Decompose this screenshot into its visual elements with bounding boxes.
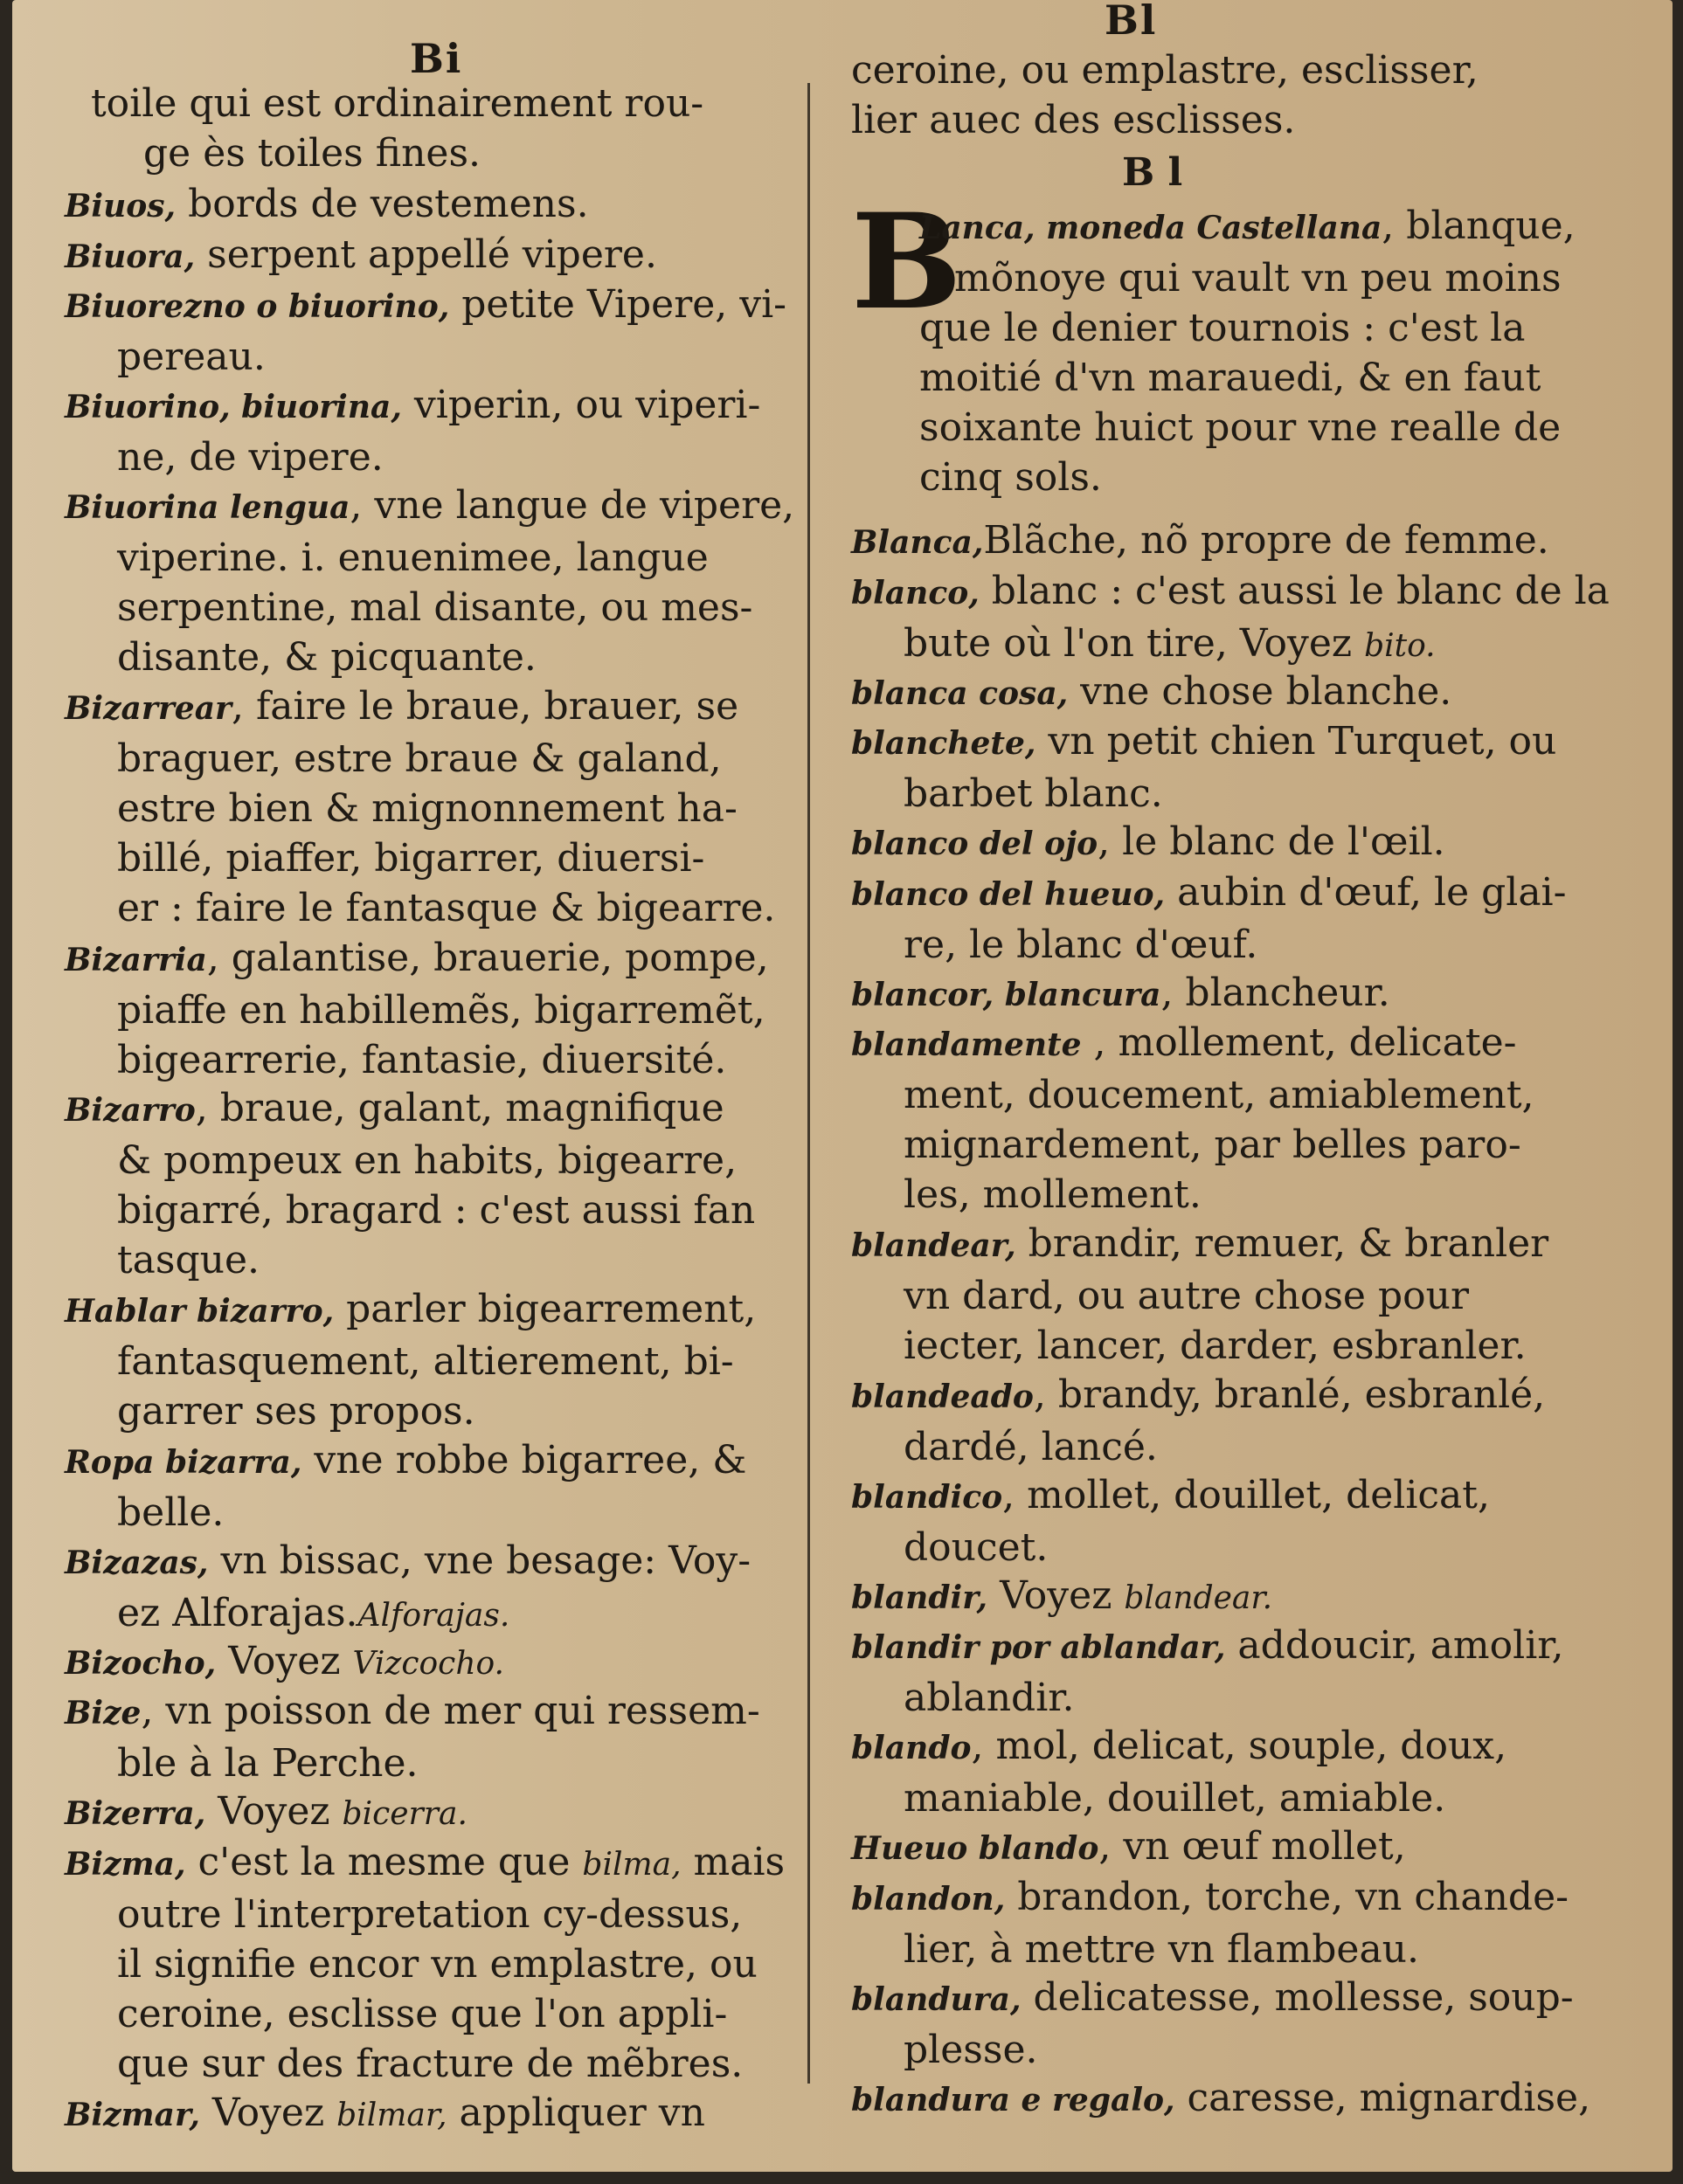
entry-continuation: il signifie encor vn emplastre, ou — [117, 1941, 758, 1987]
entry-text: Voyez — [216, 1638, 353, 1683]
entry-headword: blandir, — [851, 1579, 988, 1616]
entry-reference: Alforajas. — [357, 1597, 510, 1634]
entry-continuation: outre l'interpretation cy-dessus, — [117, 1891, 743, 1937]
entry-text: , mol, delicat, souple, doux, — [971, 1724, 1507, 1768]
entry-continuation: que sur des fracture de mẽbres. — [117, 2041, 744, 2086]
entry-continuation: ge ès toiles fines. — [143, 131, 481, 176]
entry-continuation: garrer ses propos. — [117, 1389, 475, 1434]
dictionary-entry — [65, 933, 790, 1085]
blanca-line: que le denier tournois : c'est la — [919, 306, 1526, 350]
section-subheader: B l — [1122, 150, 1183, 195]
entry-text: , faire le braue, brauer, se — [232, 684, 739, 729]
entry-text: , vn poisson de mer qui ressem- — [141, 1689, 760, 1733]
entry-headword: blanchete, — [851, 725, 1036, 762]
entry-headword: blanco, — [851, 574, 980, 612]
entry-continuation: plesse. — [904, 2027, 1038, 2072]
entry-continuation: ble à la Perche. — [117, 1741, 419, 1786]
entry-continuation: mignardement, par belles paro- — [904, 1123, 1521, 1167]
entry-reference: bicerra. — [342, 1796, 468, 1832]
entry-headword: blanca cosa, — [851, 674, 1069, 712]
blanca-line: cinq sols. — [919, 455, 1102, 500]
entry-text: caresse, mignardise, — [1174, 2075, 1591, 2120]
dictionary-entry — [851, 1470, 1620, 1572]
dictionary-entry — [851, 867, 1620, 970]
entry-headword: Biuorina lengua — [65, 489, 350, 526]
dictionary-entry — [851, 817, 1620, 869]
dictionary-entry — [65, 480, 795, 682]
entry-text: brandon, torche, vn chande- — [1005, 1874, 1569, 1919]
dictionary-entry — [65, 2088, 790, 2140]
dictionary-entry — [65, 179, 790, 232]
dictionary-entry — [65, 79, 790, 178]
entry-continuation: bigearrerie, fantasie, diuersité. — [117, 1037, 727, 1082]
left-running-header: Bi — [410, 35, 463, 82]
entry-text: Voyez — [199, 2091, 337, 2135]
entry-text: Voyez — [205, 1789, 343, 1834]
entry-continuation: braguer, estre braue & galand, — [117, 736, 722, 781]
entry-headword: Bizma, — [65, 1845, 186, 1883]
blanca-headword: Lanca, moneda Castellana — [919, 210, 1382, 246]
entry-continuation: fantasquement, altierement, bi- — [117, 1339, 734, 1384]
entry-headword: blandura, — [851, 1980, 1022, 2018]
entry-text: aubin d'œuf, le glai- — [1165, 869, 1567, 915]
entry-continuation: pereau. — [117, 335, 266, 379]
entry-continuation: lier, à mettre vn flambeau. — [904, 1926, 1420, 1972]
book-page — [12, 0, 1673, 2172]
entry-text: , mollet, douillet, delicat, — [1002, 1472, 1490, 1517]
dictionary-entry — [851, 1821, 1620, 1874]
right-top-line-2: lier auec des esclisses. — [851, 98, 1296, 142]
entry-headword: Bizocho, — [65, 1644, 217, 1682]
entry-continuation: disante, & picquante. — [117, 635, 537, 680]
entry-reference: bilma, — [582, 1846, 682, 1883]
entry-headword: Biuorezno o biuorino, — [65, 288, 450, 325]
entry-text: delicatesse, mollesse, soup- — [1021, 1974, 1574, 2020]
entry-text: , vne langue de vipere, — [350, 483, 795, 528]
entry-headword: blando — [851, 1730, 972, 1766]
entry-continuation: iecter, lancer, darder, esbranler. — [904, 1324, 1527, 1368]
entry-headword: Biuora, — [65, 238, 196, 275]
entry-text: brandir, remuer, & branler — [1015, 1221, 1549, 1266]
entry-headword: Bizerra, — [65, 1795, 206, 1832]
entry-text: , brandy, branlé, esbranlé, — [1033, 1372, 1546, 1417]
entry-headword: blandura e regalo, — [851, 2081, 1175, 2118]
dictionary-entry — [851, 515, 1620, 568]
entry-continuation: viperine. i. enuenimee, langue — [117, 536, 709, 580]
entry-continuation: bute où l'on tire, Voyez bito. — [904, 620, 1436, 666]
dictionary-entry — [851, 1018, 1620, 1220]
dictionary-entry — [65, 681, 790, 933]
entry-text: , galantise, brauerie, pompe, — [206, 935, 769, 980]
blanca-line: mõnoye qui vault vn peu moins — [954, 256, 1562, 301]
dictionary-entry — [851, 1571, 1620, 1623]
entry-text: , vn œuf mollet, — [1098, 1824, 1406, 1869]
entry-text: vne chose blanche. — [1068, 668, 1452, 714]
entry-continuation: & pompeux en habits, bigearre, — [117, 1138, 738, 1183]
dictionary-entry — [851, 968, 1620, 1020]
entry-headword: blandir por ablandar, — [851, 1629, 1226, 1666]
dictionary-entry — [851, 1721, 1620, 1823]
entry-text: serpent appellé vipere. — [195, 232, 657, 277]
right-top-line-1: ceroine, ou emplastre, esclisser, — [851, 48, 1479, 93]
entry-headword: Biuos, — [65, 188, 177, 225]
entry-text: appliquer vn — [447, 2091, 705, 2135]
entry-continuation: ment, doucement, amiablement, — [904, 1073, 1534, 1117]
entry-headword: Blanca, — [851, 524, 984, 561]
blanca-entry — [919, 201, 1576, 502]
entry-headword: Hueuo blando — [851, 1830, 1099, 1867]
dictionary-entry — [65, 1284, 790, 1436]
entry-continuation: billé, piaffer, bigarrer, diuersi- — [117, 836, 705, 881]
dictionary-entry — [851, 2073, 1620, 2125]
entry-headword: Bizarro — [65, 1092, 196, 1129]
entry-headword: Bizarrear — [65, 690, 232, 727]
entry-text: parler bigearrement, — [334, 1287, 757, 1331]
dictionary-entry — [65, 1083, 790, 1285]
entry-headword: Biuorino, biuorina, — [65, 389, 402, 425]
entry-headword: Bize — [65, 1695, 142, 1731]
entry-headword: Hablar bizarro, — [65, 1293, 335, 1330]
dictionary-entry — [851, 1219, 1620, 1371]
dictionary-entry — [65, 230, 790, 282]
dictionary-entry — [65, 1536, 790, 1641]
entry-reference: bilmar, — [336, 2098, 447, 2133]
blanca-line: soixante huict pour vne realle de — [919, 405, 1562, 450]
entry-headword: Ropa bizarra, — [65, 1443, 302, 1481]
entry-headword: Bizarria — [65, 941, 207, 978]
dictionary-entry — [851, 1872, 1620, 1974]
entry-text: addoucir, amolir, — [1225, 1623, 1564, 1668]
entry-continuation: maniable, douillet, amiable. — [904, 1776, 1446, 1821]
entry-headword: blandear, — [851, 1227, 1016, 1264]
entry-continuation: re, le blanc d'œuf. — [904, 922, 1258, 967]
dictionary-entry — [851, 716, 1620, 819]
entry-continuation: barbet blanc. — [904, 771, 1163, 816]
entry-text: viperin, ou viperi- — [401, 383, 761, 427]
entry-continuation: belle. — [117, 1489, 225, 1535]
entry-text: Voyez — [987, 1572, 1125, 1618]
dictionary-entry — [851, 566, 1620, 671]
entry-text: toile qui est ordinairement rou- — [91, 81, 704, 126]
entry-text: mais — [681, 1839, 786, 1884]
entry-continuation: ceroine, esclisse que l'on appli- — [117, 1991, 728, 2036]
dictionary-entry — [65, 1435, 790, 1538]
entry-continuation: er : faire le fantasque & bigearre. — [117, 886, 776, 930]
entry-continuation: les, mollement. — [904, 1172, 1202, 1217]
entry-text: Blãche, nõ propre de femme. — [983, 518, 1549, 563]
entry-headword: blancor, blancura — [851, 976, 1161, 1013]
entry-headword: blandamente — [851, 1026, 1082, 1063]
entry-text: , blancheur. — [1160, 970, 1390, 1015]
entry-text: , braue, galant, magnifique — [195, 1086, 724, 1130]
entry-text: blanc : c'est aussi le blanc de la — [979, 568, 1610, 613]
entry-reference: bito. — [1364, 627, 1436, 664]
dictionary-entry — [851, 1973, 1620, 2075]
entry-headword: Bizazas, — [65, 1544, 209, 1581]
dictionary-entry — [65, 1686, 790, 1788]
entry-continuation: dardé, lancé. — [904, 1424, 1158, 1469]
entry-text: , mollement, delicate- — [1081, 1020, 1517, 1065]
entry-continuation: estre bien & mignonnement ha- — [117, 786, 738, 831]
dictionary-entry — [65, 380, 790, 482]
drop-capital: B — [851, 185, 962, 339]
entry-text: c'est la mesme que — [185, 1839, 583, 1884]
entry-reference: Vizcocho. — [352, 1645, 504, 1682]
entry-text: vn bissac, vne besage: Voy- — [208, 1538, 751, 1583]
entry-headword: blandico — [851, 1478, 1003, 1516]
dictionary-entry — [65, 1837, 790, 2089]
blanca-line: moitié d'vn marauedi, & en faut — [919, 356, 1541, 400]
entry-continuation: vn dard, ou autre chose pour — [904, 1274, 1469, 1318]
entry-continuation: piaffe en habillemẽs, bigarremẽt, — [117, 987, 765, 1033]
dictionary-entry — [65, 1787, 790, 1839]
blanca-line: , blanque, — [1382, 204, 1576, 248]
column-divider — [807, 83, 810, 2084]
entry-continuation: ne, de vipere. — [117, 435, 384, 480]
entry-continuation: ablandir. — [904, 1676, 1075, 1720]
entry-continuation: serpentine, mal disante, ou mes- — [117, 585, 753, 630]
entry-headword: blanco del ojo — [851, 826, 1098, 862]
dictionary-entry — [851, 1621, 1620, 1723]
entry-headword: blandeado — [851, 1378, 1034, 1415]
entry-continuation: bigarré, bragard : c'est aussi fan — [117, 1188, 756, 1233]
entry-continuation: tasque. — [117, 1238, 260, 1282]
entry-reference: blandear. — [1124, 1579, 1273, 1616]
right-running-header: Bl — [1105, 0, 1158, 44]
entry-text: bords de vestemens. — [176, 182, 589, 226]
entry-text: vn petit chien Turquet, ou — [1035, 719, 1557, 764]
entry-continuation: ez Alforajas.Alforajas. — [117, 1590, 510, 1635]
dictionary-entry — [65, 1636, 790, 1689]
dictionary-entry — [851, 667, 1620, 719]
entry-headword: blanco del hueuo, — [851, 875, 1166, 913]
dictionary-entry — [851, 1370, 1620, 1472]
entry-text: , le blanc de l'œil. — [1098, 819, 1445, 864]
entry-headword: blandon, — [851, 1880, 1006, 1918]
entry-continuation: doucet. — [904, 1524, 1049, 1570]
entry-text: petite Vipere, vi- — [449, 282, 787, 327]
entry-headword: Bizmar, — [65, 2097, 200, 2133]
dictionary-entry — [65, 280, 790, 382]
entry-text: vne robbe bigarree, & — [301, 1437, 747, 1482]
